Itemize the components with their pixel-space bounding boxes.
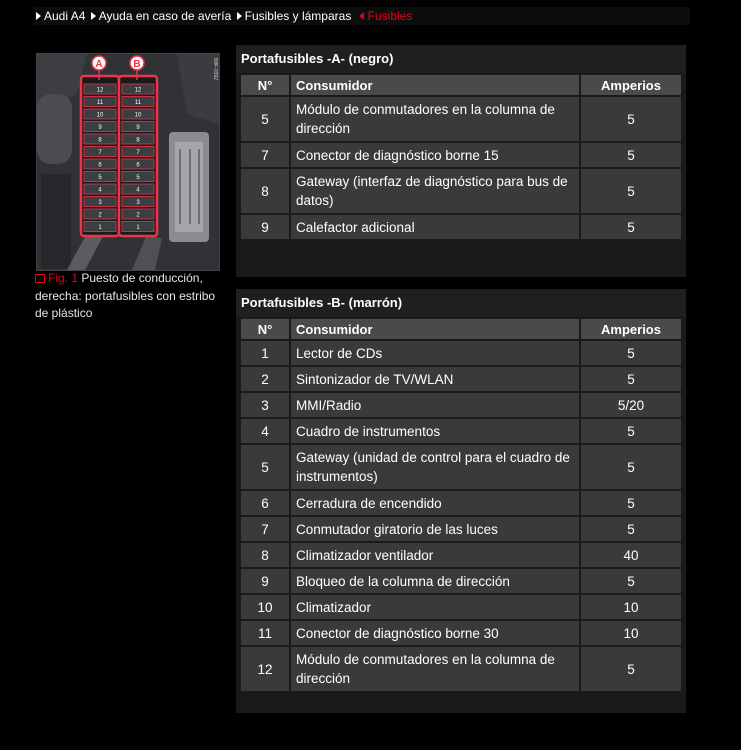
fuse-a-number: 6 <box>98 162 102 169</box>
fuse-consumer: Climatizador <box>291 595 579 619</box>
fuse-consumer: Cuadro de instrumentos <box>291 419 579 443</box>
fuse-consumer: Climatizador ventilador <box>291 543 579 567</box>
fuse-consumer: Gateway (interfaz de diagnóstico para bus de datos) <box>291 169 579 213</box>
fuse-amps: 5/20 <box>581 393 681 417</box>
fuse-holder-b-table <box>239 317 683 693</box>
fuse-number: 5 <box>241 445 289 489</box>
fuse-amps: 5 <box>581 143 681 167</box>
col-header-amps: Amperios <box>581 75 681 95</box>
breadcrumb-item-audi-a4[interactable]: Audi A4 <box>44 9 86 23</box>
fuse-holder-a-panel <box>236 45 686 277</box>
fuse-a-number: 10 <box>96 112 104 119</box>
fuse-amps: 10 <box>581 595 681 619</box>
fuse-consumer: Conmutador giratorio de las luces <box>291 517 579 541</box>
fuse-a-number: 12 <box>96 87 104 94</box>
fuse-holder-a-title: Portafusibles -A- (negro) <box>236 45 686 73</box>
table-row <box>241 393 681 417</box>
fuse-number: 8 <box>241 543 289 567</box>
fuse-number: 9 <box>241 569 289 593</box>
fuse-amps: 10 <box>581 621 681 645</box>
fuse-amps: 5 <box>581 569 681 593</box>
fuse-amps: 5 <box>581 647 681 691</box>
breadcrumb-item-fusibles-lamparas[interactable]: Fusibles y lámparas <box>244 9 352 23</box>
fuse-amps: 5 <box>581 419 681 443</box>
table-row <box>241 341 681 365</box>
fuse-consumer: Cerradura de encendido <box>291 491 579 515</box>
table-row <box>241 143 681 167</box>
fuse-holder-b-title: Portafusibles -B- (marrón) <box>236 289 686 317</box>
fuse-a-number: 11 <box>96 100 104 106</box>
fuse-consumer: Módulo de conmutadores en la columna de dirección <box>291 97 579 141</box>
fuse-b-number: 8 <box>136 137 140 144</box>
fuse-amps: 5 <box>581 445 681 489</box>
fuse-b-number: 1 <box>136 225 140 231</box>
figure-code: B8F-0392 <box>212 58 218 80</box>
fuse-a-number: 4 <box>98 187 102 194</box>
fuse-b-number: 6 <box>136 162 140 169</box>
fuse-number: 6 <box>241 491 289 515</box>
book-icon <box>35 274 45 283</box>
col-header-number: N° <box>241 319 289 339</box>
fuse-b-number: 5 <box>136 175 140 181</box>
col-header-amps: Amperios <box>581 319 681 339</box>
fuse-amps: 40 <box>581 543 681 567</box>
label-b: B <box>133 59 141 70</box>
fuse-number: 7 <box>241 517 289 541</box>
table-row <box>241 543 681 567</box>
table-row <box>241 215 681 239</box>
fuse-consumer: Sintonizador de TV/WLAN <box>291 367 579 391</box>
table-row <box>241 621 681 645</box>
fuse-number: 4 <box>241 419 289 443</box>
fuse-b-number: 9 <box>136 125 140 131</box>
fuse-consumer: Bloqueo de la columna de dirección <box>291 569 579 593</box>
fuse-amps: 5 <box>581 169 681 213</box>
fuse-number: 10 <box>241 595 289 619</box>
col-header-consumer: Consumidor <box>291 319 579 339</box>
breadcrumb-arrow-icon <box>237 12 242 20</box>
fuse-a-number: 5 <box>98 175 102 181</box>
fuse-holder-a-table <box>239 73 683 241</box>
fuse-amps: 5 <box>581 517 681 541</box>
fuse-b-number: 2 <box>136 212 140 219</box>
fuse-a-number: 8 <box>98 137 102 144</box>
breadcrumb-arrow-icon <box>36 12 41 20</box>
figure-ref-link[interactable]: Fig. 1 <box>48 271 79 285</box>
fuse-number: 2 <box>241 367 289 391</box>
table-row <box>241 517 681 541</box>
fuse-number: 9 <box>241 215 289 239</box>
table-row <box>241 419 681 443</box>
fuse-number: 3 <box>241 393 289 417</box>
fuse-number: 5 <box>241 97 289 141</box>
fuse-number: 7 <box>241 143 289 167</box>
fuse-consumer: Conector de diagnóstico borne 30 <box>291 621 579 645</box>
table-row <box>241 169 681 213</box>
figure-caption <box>35 270 225 323</box>
fuse-amps: 5 <box>581 97 681 141</box>
col-header-consumer: Consumidor <box>291 75 579 95</box>
fuse-amps: 5 <box>581 341 681 365</box>
fuse-b-number: 12 <box>134 87 142 94</box>
fuse-a-number: 9 <box>98 125 102 131</box>
col-header-number: N° <box>241 75 289 95</box>
fuse-a-number: 2 <box>98 212 102 219</box>
fuse-b-number: 11 <box>134 100 142 106</box>
fuse-b-number: 4 <box>136 187 140 194</box>
fuse-consumer: Módulo de conmutadores en la columna de dirección <box>291 647 579 691</box>
fuse-amps: 5 <box>581 367 681 391</box>
table-row <box>241 445 681 489</box>
fuse-box-figure <box>36 53 220 271</box>
fuse-number: 11 <box>241 621 289 645</box>
fuse-number: 1 <box>241 341 289 365</box>
breadcrumb-arrow-icon <box>91 12 96 20</box>
breadcrumb-back-arrow-icon <box>359 12 364 20</box>
table-row <box>241 491 681 515</box>
fuse-consumer: MMI/Radio <box>291 393 579 417</box>
fuse-b-number: 10 <box>134 112 142 119</box>
fuse-amps: 5 <box>581 215 681 239</box>
table-row <box>241 595 681 619</box>
table-row <box>241 367 681 391</box>
fuse-a-number: 7 <box>98 150 102 156</box>
table-row <box>241 97 681 141</box>
table-row <box>241 569 681 593</box>
fuse-consumer: Lector de CDs <box>291 341 579 365</box>
fuse-number: 12 <box>241 647 289 691</box>
breadcrumb <box>34 7 690 25</box>
fuse-consumer: Gateway (unidad de control para el cuadro de instrumentos) <box>291 445 579 489</box>
breadcrumb-current: Fusibles <box>367 9 413 23</box>
fuse-a-number: 3 <box>98 200 102 206</box>
breadcrumb-item-ayuda[interactable]: Ayuda en caso de avería <box>98 9 232 23</box>
fuse-amps: 5 <box>581 491 681 515</box>
fuse-consumer: Conector de diagnóstico borne 15 <box>291 143 579 167</box>
fuse-holder-b-panel <box>236 289 686 713</box>
table-row <box>241 647 681 691</box>
fuse-number: 8 <box>241 169 289 213</box>
label-a: A <box>95 59 103 70</box>
fuse-b-number: 3 <box>136 200 140 206</box>
figure-caption-text: Puesto de conducción, derecha: portafusibles con estribo de plástico <box>35 271 216 320</box>
fuse-box-illustration <box>37 54 219 270</box>
fuse-consumer: Calefactor adicional <box>291 215 579 239</box>
fuse-b-number: 7 <box>136 150 140 156</box>
fuse-a-number: 1 <box>98 225 102 231</box>
